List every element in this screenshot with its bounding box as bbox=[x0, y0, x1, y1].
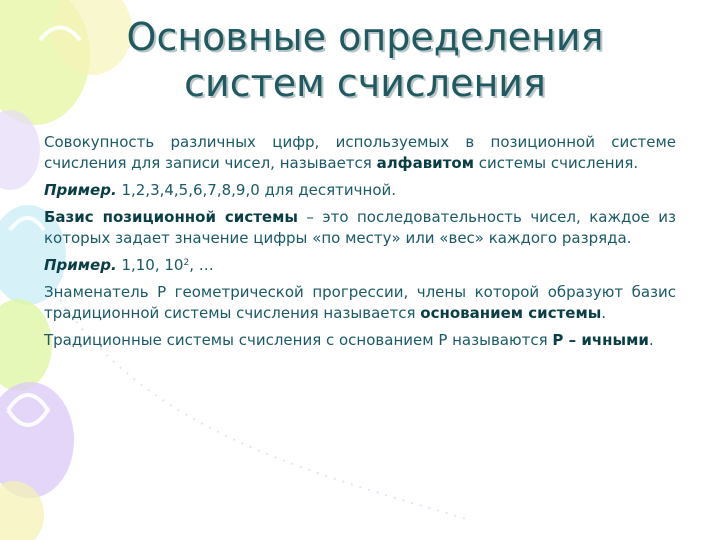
paragraph-basis bbox=[44, 207, 676, 249]
example-basis bbox=[44, 255, 676, 276]
example-basis-tail: , … bbox=[189, 256, 214, 274]
example-label: Пример. bbox=[44, 256, 117, 274]
exponent: 2 bbox=[183, 258, 190, 268]
slide-title bbox=[40, 14, 690, 106]
paragraph-base-text: Знаменатель Р геометрической прогрессии, члены которой образуют базис традиционной системы счисления называется bbox=[44, 283, 676, 322]
example-digits bbox=[44, 180, 676, 201]
paragraph-p-ary-tail: . bbox=[648, 331, 654, 349]
term-alphabet: алфавитом bbox=[376, 154, 474, 172]
slide-body bbox=[44, 132, 676, 357]
paragraph-p-ary bbox=[44, 330, 676, 351]
example-basis-text: 1,10, 10 bbox=[116, 256, 184, 274]
term-base: основанием системы bbox=[420, 304, 602, 322]
term-basis: Базис позиционной системы bbox=[44, 208, 298, 226]
paragraph-base-tail: . bbox=[601, 304, 607, 322]
title-line-1: Основные определения bbox=[126, 15, 604, 59]
example-digits-text: 1,2,3,4,5,6,7,8,9,0 для десятичной. bbox=[116, 181, 397, 199]
paragraph-basis-text: – это последовательность чисел, каждое из которых задает значение цифры «по месту» или «вес» каждого разряда. bbox=[44, 208, 676, 247]
title-line-2: систем счисления bbox=[184, 61, 546, 105]
example-label: Пример. bbox=[44, 181, 117, 199]
paragraph-alphabet bbox=[44, 132, 676, 174]
paragraph-base bbox=[44, 282, 676, 324]
paragraph-alphabet-tail: системы счисления. bbox=[473, 154, 639, 172]
term-p-ary: Р – ичными bbox=[552, 331, 649, 349]
paragraph-p-ary-text: Традиционные системы счисления с основанием Р называются bbox=[44, 331, 553, 349]
paragraph-alphabet-text: Совокупность различных цифр, используемых в позиционной системе счисления для записи чисел, называется bbox=[44, 133, 676, 172]
